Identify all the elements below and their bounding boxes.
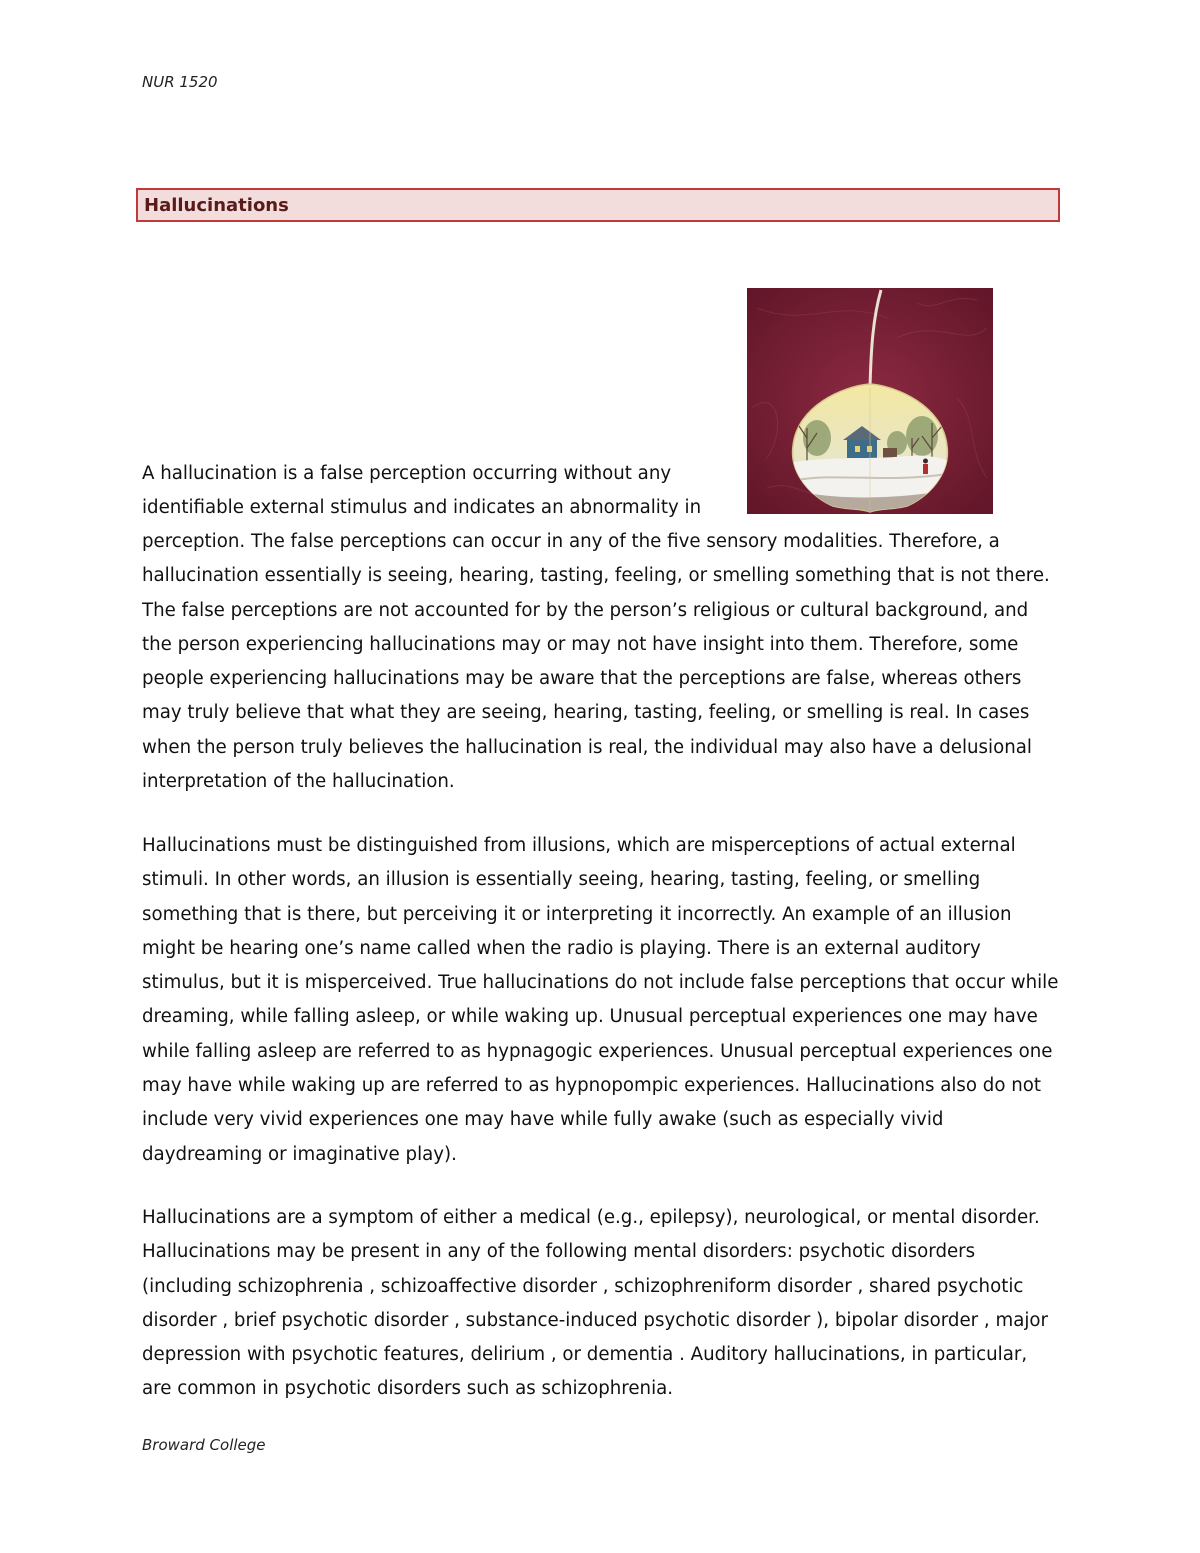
section-title: Hallucinations [144,195,289,216]
paragraph-1-lead: A hallucination is a false perception occurring without any identifiable external stimulus and indicates an abnormality in [142,463,702,519]
painted-leaf-image [747,288,993,514]
paragraph-2: Hallucinations must be distinguished from illusions, which are misperceptions of actual external stimuli. In other words, an illusion is essentially seeing, hearing, tasting, feeling, or smelling something that is there, but perceiving it or interpreting it incorrectly. An example of an illusion might be hearing one’s name called when the radio is playing. There is an external auditory stimulus, but it is misperceived. True hallucinations do not include false perceptions that occur while dreaming, while falling asleep, or while waking up. Unusual perceptual experiences one may have while falling asleep are referred to as hypnagogic experiences. Unusual perceptual experiences one may have while waking up are referred to as hypnopompic experiences. Hallucinations also do not include very vivid experiences one may have while fully awake (such as especially vivid daydreaming or imaginative play). [142,835,1059,1165]
paragraph-3: Hallucinations are a symptom of either a medical (e.g., epilepsy), neurological, or mental disorder. Hallucinations may be present in any of the following mental disorders: psychotic disorders (including schizophrenia , schizoaffective disorder , schizophreniform disorder , shared psychotic disorder , brief psychotic disorder , substance-induced psychotic disorder ), bipolar disorder , major depression with psychotic features, delirium , or dementia . Auditory hallucinations, in particular, are common in psychotic disorders such as schizophrenia. [142,1207,1048,1400]
section-title-box [136,188,1060,222]
page-header-course-code: NUR 1520 [142,73,218,91]
page-footer-institution: Broward College [142,1436,266,1454]
paragraph-1-rest: perception. The false perceptions can occur in any of the five sensory modalities. Therefore, a hallucination essentially is seeing, hearing, tasting, feeling, or smelling something that is not there. The false perceptions are not accounted for by the person’s religious or cultural background, and the person experiencing hallucinations may or may not have insight into them. Therefore, some people experiencing hallucinations may be aware that the perceptions are false, whereas others may truly believe that what they are seeing, hearing, tasting, feeling, or smelling is real. In cases when the person truly believes the hallucination is real, the individual may also have a delusional interpretation of the hallucination. [142,531,1050,793]
